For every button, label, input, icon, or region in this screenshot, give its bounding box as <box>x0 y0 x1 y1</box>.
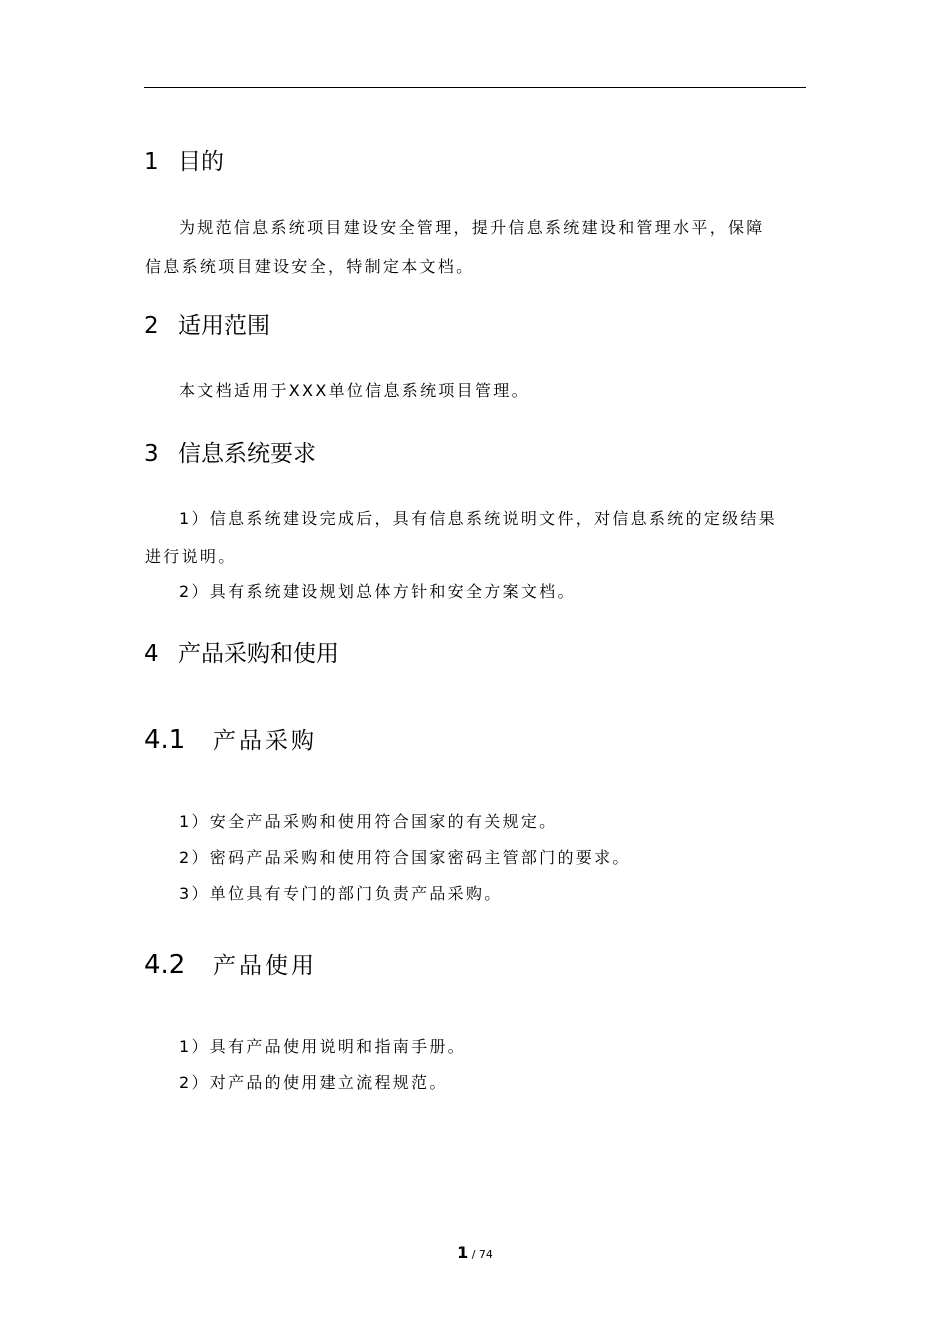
usage-item-1: 1）具有产品使用说明和指南手册。 <box>179 1037 466 1056</box>
scope-paragraph: 本文档适用于XXX单位信息系统项目管理。 <box>179 381 530 400</box>
subsection-heading-procurement <box>144 725 317 756</box>
section-number: 1 <box>144 149 159 175</box>
purpose-paragraph-line-2: 信息系统项目建设安全，特制定本文档。 <box>145 257 475 276</box>
current-page-number: 1 <box>457 1243 469 1262</box>
usage-item-2: 2）对产品的使用建立流程规范。 <box>179 1073 448 1092</box>
section-heading-products <box>144 639 339 669</box>
section-title: 信息系统要求 <box>178 441 316 467</box>
requirement-item-1-line-2: 进行说明。 <box>145 547 237 566</box>
section-heading-purpose <box>144 147 224 177</box>
page-separator: / <box>468 1248 479 1261</box>
purpose-paragraph-line-1: 为规范信息系统项目建设安全管理，提升信息系统建设和管理水平，保障 <box>179 218 765 237</box>
section-title: 产品采购和使用 <box>178 641 339 667</box>
section-number: 2 <box>144 313 159 339</box>
procurement-item-3: 3）单位具有专门的部门负责产品采购。 <box>179 884 503 903</box>
subsection-number: 4.1 <box>144 725 186 755</box>
subsection-number: 4.2 <box>144 950 186 980</box>
requirement-item-2: 2）具有系统建设规划总体方针和安全方案文档。 <box>179 582 576 601</box>
section-heading-scope <box>144 311 270 341</box>
section-heading-requirements <box>144 439 316 469</box>
section-number: 4 <box>144 641 159 667</box>
subsection-title: 产品采购 <box>213 728 317 754</box>
total-pages: 74 <box>478 1248 493 1261</box>
subsection-heading-usage <box>144 950 317 981</box>
procurement-item-2: 2）密码产品采购和使用符合国家密码主管部门的要求。 <box>179 848 631 867</box>
requirement-item-1-line-1: 1）信息系统建设完成后，具有信息系统说明文件，对信息系统的定级结果 <box>179 509 778 528</box>
page-footer <box>0 1244 950 1264</box>
section-title: 适用范围 <box>178 313 270 339</box>
section-number: 3 <box>144 441 159 467</box>
header-rule <box>144 87 806 88</box>
procurement-item-1: 1）安全产品采购和使用符合国家的有关规定。 <box>179 812 558 831</box>
subsection-title: 产品使用 <box>213 953 317 979</box>
section-title: 目的 <box>178 149 224 175</box>
